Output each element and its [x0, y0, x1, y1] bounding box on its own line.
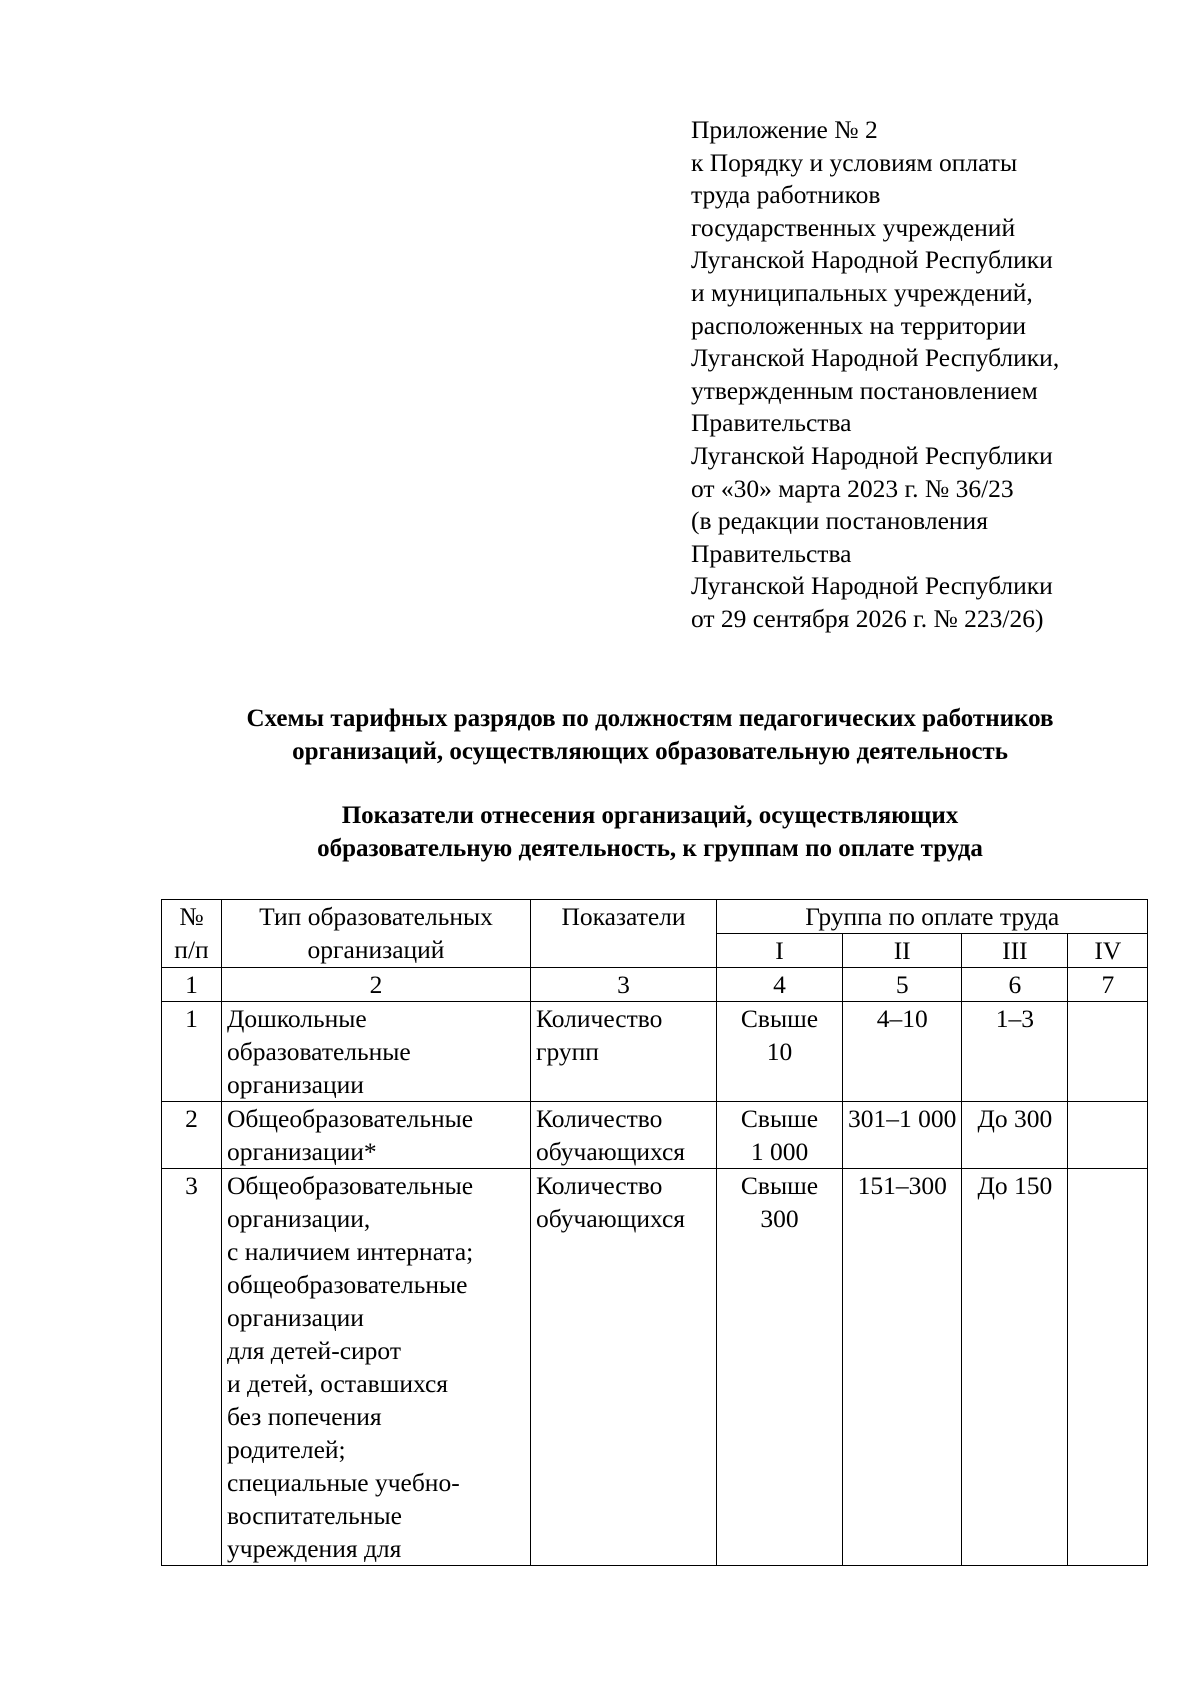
header-group-2: II [843, 934, 962, 968]
row-type-line: Общеобразовательные [227, 1171, 474, 1200]
row-indicator-line: обучающихся [536, 1137, 686, 1166]
header-group-3: III [962, 934, 1068, 968]
row-indicator-line: обучающихся [536, 1204, 686, 1233]
row-group-value-line: 300 [760, 1204, 799, 1233]
row-group-1-value [717, 1102, 843, 1169]
row-group-3-value [962, 1169, 1068, 1566]
header-type-line: организаций [307, 935, 445, 964]
header-group: Группа по оплате труда [717, 900, 1148, 934]
annex-line: Луганской Народной Республики [691, 245, 1053, 275]
annex-line: Правительства [691, 538, 852, 568]
annex-line: Луганской Народной Республики [691, 440, 1053, 470]
annex-line: Луганской Народной Республики, [691, 343, 1060, 373]
pay-group-table [161, 899, 1148, 1566]
row-group-value-line: Свыше [740, 1171, 819, 1200]
row-type-line: организации, [227, 1204, 371, 1233]
row-type-line: Общеобразовательные [227, 1104, 474, 1133]
row-indicator-line: Количество [536, 1104, 663, 1133]
column-number: 5 [843, 968, 962, 1002]
row-group-value-line: Свыше [740, 1104, 819, 1133]
row-group-value-line: 10 [766, 1037, 793, 1066]
row-group-value-line: 301–1 000 [848, 1104, 957, 1133]
row-indicator [531, 1002, 717, 1102]
row-type-line: организации [227, 1070, 364, 1099]
column-number: 4 [717, 968, 843, 1002]
row-indicator-line: Количество [536, 1004, 663, 1033]
annex-line: от «30» марта 2023 г. № 36/23 [691, 473, 1014, 503]
row-type-line: специальные учебно- [227, 1468, 460, 1497]
column-number: 3 [531, 968, 717, 1002]
row-type [222, 1169, 531, 1566]
row-group-3-value [962, 1102, 1068, 1169]
annex-line: Луганской Народной Республики [691, 571, 1053, 601]
row-group-4-value [1068, 1102, 1148, 1169]
row-type [222, 1102, 531, 1169]
row-group-value-line: 1 000 [750, 1137, 809, 1166]
header-indicators: Показатели [531, 900, 717, 968]
table-title [150, 800, 1150, 865]
row-group-4-value [1068, 1169, 1148, 1566]
table-title-line: образовательную деятельность, к группам по оплате труда [317, 834, 983, 862]
annex-line: расположенных на территории [691, 310, 1026, 340]
row-type-line: учреждения для [227, 1534, 402, 1563]
row-group-1-value [717, 1169, 843, 1566]
row-type-line: без попечения [227, 1402, 382, 1431]
row-group-value-line: 151–300 [857, 1171, 947, 1200]
annex-line: и муниципальных учреждений, [691, 277, 1033, 307]
row-group-1-value [717, 1002, 843, 1102]
row-group-2-value [843, 1169, 962, 1566]
row-indicator [531, 1169, 717, 1566]
row-type-line: родителей; [227, 1435, 346, 1464]
row-indicator-line: Количество [536, 1171, 663, 1200]
row-type-line: организации* [227, 1137, 377, 1166]
row-type-line: Дошкольные [227, 1004, 367, 1033]
annex-line: Приложение № 2 [691, 115, 878, 144]
annex-line: государственных учреждений [691, 212, 1016, 242]
row-indicator [531, 1102, 717, 1169]
row-type-line: воспитательные [227, 1501, 402, 1530]
annex-line: (в редакции постановления [691, 506, 988, 536]
header-group-4: IV [1068, 934, 1148, 968]
table-row [162, 1002, 1148, 1102]
row-group-value-line: До 150 [977, 1171, 1053, 1200]
header-type [222, 900, 531, 968]
header-num-line: п/п [174, 935, 209, 964]
row-indicator-line: групп [536, 1037, 599, 1066]
table-row [162, 1102, 1148, 1169]
annex-line: от 29 сентября 2026 г. № 223/26) [691, 603, 1044, 633]
column-number: 7 [1068, 968, 1148, 1002]
row-group-3-value [962, 1002, 1068, 1102]
annex-line: утвержденным постановлением [691, 375, 1038, 405]
row-group-4-value [1068, 1002, 1148, 1102]
column-number: 6 [962, 968, 1068, 1002]
row-number: 2 [162, 1102, 222, 1169]
table-title-line: Показатели отнесения организаций, осуществляющих [341, 802, 959, 829]
column-number-row [162, 968, 1148, 1002]
row-type-line: общеобразовательные [227, 1270, 468, 1299]
header-num [162, 900, 222, 968]
header-num-line: № [179, 902, 204, 931]
row-type [222, 1002, 531, 1102]
header-type-line: Тип образовательных [259, 902, 493, 931]
column-number: 1 [162, 968, 222, 1002]
row-type-line: для детей-сирот [227, 1336, 401, 1365]
row-number: 3 [162, 1169, 222, 1566]
row-type-line: образовательные [227, 1037, 411, 1066]
document-title-line: Схемы тарифных разрядов по должностям педагогических работников [246, 705, 1054, 732]
column-number: 2 [222, 968, 531, 1002]
annex-line: Правительства [691, 408, 852, 438]
row-group-value-line: Свыше [740, 1004, 819, 1033]
row-group-2-value [843, 1102, 962, 1169]
document-title-line: организаций, осуществляющих образовательную деятельность [292, 737, 1008, 765]
row-number: 1 [162, 1002, 222, 1102]
header-group-1: I [717, 934, 843, 968]
row-type-line: и детей, оставшихся [227, 1369, 449, 1398]
row-group-value-line: 4–10 [876, 1004, 928, 1033]
row-group-value-line: До 300 [977, 1104, 1053, 1133]
row-group-value-line: 1–3 [995, 1004, 1034, 1033]
annex-block [691, 114, 1171, 636]
document-title [150, 703, 1150, 768]
header-row [162, 900, 1148, 934]
table-row [162, 1169, 1148, 1566]
row-type-line: с наличием интерната; [227, 1237, 474, 1266]
row-group-2-value [843, 1002, 962, 1102]
annex-line: труда работников [691, 180, 881, 210]
row-type-line: организации [227, 1303, 364, 1332]
annex-line: к Порядку и условиям оплаты [691, 147, 1018, 177]
